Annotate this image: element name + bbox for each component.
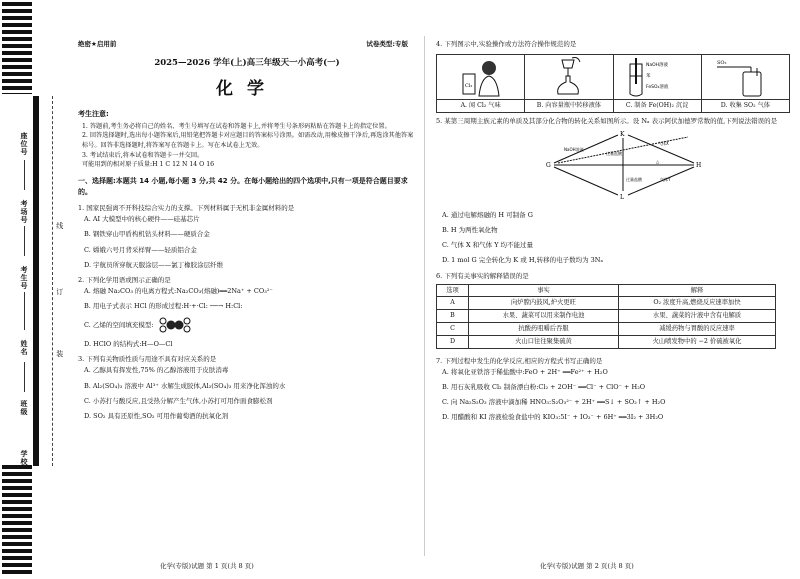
node-g: G <box>546 162 551 169</box>
label-name: 姓名 <box>20 340 28 356</box>
question-stem: 7. 下列过程中发生的化学反应,相应的方程式书写正确的是 <box>436 356 603 365</box>
seal-bind-char: 订 <box>55 288 64 295</box>
question-stem: 2. 下列化学用语或图示正确的是 <box>78 275 171 284</box>
cell: B <box>437 310 469 323</box>
option-b: B. 钢铁穿山甲盾构机钻头材料——硬质合金 <box>84 230 210 239</box>
label-student-number: 考生号 <box>20 266 28 290</box>
notice-heading: 考生注意: <box>78 110 109 118</box>
option-b: B. Al₂(SO₄)₃ 溶液中 Al³⁺ 水解生成胶体,Al₂(SO₄)₃ 用来净化浑浊的水 <box>84 381 286 390</box>
question-6 <box>436 272 790 349</box>
col-explanation: 解释 <box>619 284 776 297</box>
col-option: 选项 <box>437 284 469 297</box>
cell: O₂ 浓度升高,燃烧反应速率加快 <box>619 297 776 310</box>
node-h: H <box>696 162 702 169</box>
binding-stripes-bottom <box>2 465 32 577</box>
figure-c-caption: C. 制备 Fe(OH)₂ 沉淀 <box>614 99 701 112</box>
cell: 水果、蔬菜可以用来制作电池 <box>469 310 619 323</box>
node-k: K <box>620 131 625 138</box>
option-a: A. 熔融 Na₂CO₃ 的电离方程式:Na₂CO₃(熔融)══2Na⁺ + CO₃²⁻ <box>84 286 273 295</box>
binding-strip <box>0 0 72 579</box>
table-row <box>437 310 776 323</box>
option-a: A. 乙醇具有挥发性,75% 的乙醇溶液用于皮肤消毒 <box>84 366 229 375</box>
option-a: A. AI 大模型中的核心硬件——硅基芯片 <box>84 215 200 224</box>
col-fact: 事实 <box>469 284 619 297</box>
paper-type-label: 试卷类型:专版 <box>366 40 408 48</box>
binding-stripes-top <box>2 2 32 94</box>
label-exam-room: 考场号 <box>20 200 28 224</box>
option-d: D. HClO 的结构式:H—O—Cl <box>84 340 173 349</box>
figure-a-caption: A. 闻 Cl₂ 气味 <box>437 99 524 112</box>
notice-item: 2. 回答选择题时,选出每小题答案后,用铅笔把答题卡对应题目的答案标号涂黑。如需改动,用橡皮擦干净后,再选涂其他答案标号。回答非选择题时,将答案写在答题卡上。写在本试卷上无效。 <box>82 132 414 149</box>
benzene-label: 苯 <box>646 74 651 80</box>
option-c: C. 乙烯的空间填充模型: <box>84 321 154 330</box>
cell: 水果、蔬菜的汁液中含有电解质 <box>619 310 776 323</box>
q4-figure-row <box>436 54 790 113</box>
binding-thick-line <box>33 96 39 466</box>
question-2 <box>78 276 416 349</box>
notice-item: 3. 考试结束后,将本试卷和答题卡一并交回。 <box>82 151 204 159</box>
binding-dashed-line <box>52 96 53 466</box>
seal-line-char: 线 <box>55 222 64 229</box>
figure-a <box>437 55 525 112</box>
ethylene-model-icon <box>158 317 192 333</box>
question-stem: 5. 某第三周期主族元素的单质及其部分化合物的转化关系如图所示。设 Nₐ 表示阿伏加德罗常数的值,下列说法错误的是 <box>436 116 778 125</box>
table-row <box>437 297 776 310</box>
question-stem: 4. 下列图示中,实验操作或方法符合操作规范的是 <box>436 40 577 48</box>
page-divider <box>424 36 425 556</box>
question-1 <box>78 204 416 269</box>
atomic-mass-line: 可能用到的相对原子质量:H 1 C 12 N 14 O 16 <box>82 161 215 169</box>
option-b: B. H 为两性氧化物 <box>442 226 498 235</box>
section-heading: 一、选择题:本题共 14 小题,每小题 3 分,共 42 分。在每小题给出的四个选项中,只有一项是符合题目要求的。 <box>78 176 408 196</box>
q5-diagram <box>536 129 716 201</box>
option-c: C. 小苏打与酸反应,且受热分解产生气体,小苏打可用作面食膨松剂 <box>84 396 273 405</box>
figure-d-caption: D. 收集 SO₂ 气体 <box>702 99 789 112</box>
figure-b-caption: B. 向容量瓶中转移液体 <box>525 99 612 112</box>
question-5 <box>436 117 790 265</box>
page-2-footer: 化学(专版)试题 第 2 页(共 8 页) <box>540 562 634 570</box>
question-stem: 3. 下列有关物质性质与用途不具有对应关系的是 <box>78 355 217 364</box>
gas-bottle-icon <box>715 56 775 98</box>
edge-naoh: NaOH溶液 <box>564 147 584 152</box>
option-d: D. 用醋酸和 KI 溶液检验食盐中的 KIO₃:5I⁻ + IO₃⁻ + 6H⁺ ══3I₂ + 3H₂O <box>442 413 664 422</box>
option-b: B. 用电子式表示 HCl 的形成过程:H·+·Cl: ──→ H:Cl: <box>84 302 243 311</box>
exam-title: 2025—2026 学年(上)高三年级天一小高考(一) <box>154 58 340 69</box>
option-c-row <box>84 317 416 333</box>
notice-block <box>78 110 416 170</box>
cell: D <box>437 336 469 349</box>
node-l: L <box>620 194 624 201</box>
question-stem: 6. 下列有关事实的解释错误的是 <box>436 271 529 280</box>
question-stem: 1. 国家民强离不开科技综合实力的支撑。下列材料属于无机非金属材料的是 <box>78 204 295 213</box>
cell: 火山喷发物中的 −2 价硫被氧化 <box>619 336 776 349</box>
option-a: A. 将氧化亚铁溶于稀盐酸中:FeO + 2H⁺ ══Fe²⁺ + H₂O <box>442 368 608 377</box>
table-row <box>437 323 776 336</box>
cell: 火山口往往聚集硫黄 <box>469 336 619 349</box>
edge-gas-x: 气体X <box>658 141 669 146</box>
option-b: B. 用石灰乳吸收 Cl₂ 制备漂白粉:Cl₂ + 2OH⁻ ══Cl⁻ + ClO⁻ + H₂O <box>442 383 646 392</box>
fill-line-1 <box>24 160 25 190</box>
test-tube-icon <box>614 56 700 98</box>
subject-title: 化学 <box>216 78 278 99</box>
cl2-label: Cl₂ <box>464 83 473 90</box>
edge-heat: △ <box>656 159 660 164</box>
volumetric-flask-icon <box>544 56 594 98</box>
table-row <box>437 336 776 349</box>
page-header <box>78 40 408 48</box>
cell: 向炉膛内鼓风,炉火更旺 <box>469 297 619 310</box>
page-2 <box>436 40 790 429</box>
fill-line-4 <box>24 362 25 392</box>
option-d: D. SO₂ 具有还原性,SO₂ 可用作葡萄酒的抗氧化剂 <box>84 411 229 420</box>
cell: A <box>437 297 469 310</box>
edge-hcl-2: 过量盐酸 <box>626 177 642 182</box>
figure-b <box>525 55 613 112</box>
cell: C <box>437 323 469 336</box>
figure-c <box>614 55 702 112</box>
edge-hcl-1: 过量盐酸 <box>606 151 622 156</box>
q6-table <box>436 284 776 349</box>
smell-gas-icon <box>451 56 511 98</box>
fill-line-3 <box>24 292 25 330</box>
cell: 抗酸药咀嚼后吞服 <box>469 323 619 336</box>
option-c: C. 向 Na₂S₂O₃ 溶液中滴加稀 HNO₃:S₂O₃²⁻ + 2H⁺ ══S↓ + SO₂↑ + H₂O <box>442 398 666 407</box>
notice-item: 1. 答题前,考生务必将自己的姓名、考生号填写在试卷和答题卡上,并将考生号条形码粘贴在答题卡上的指定位置。 <box>82 122 391 130</box>
option-c: C. 气体 X 和气体 Y 均不能过量 <box>442 241 534 250</box>
option-d: D. 宇航员所穿航天服涂层——氯丁橡胶涂层纤维 <box>84 260 224 269</box>
page-1 <box>78 40 416 427</box>
figure-d <box>702 55 789 112</box>
label-school: 学校 <box>20 450 28 466</box>
option-d: D. 1 mol G 完全转化为 K 或 H,转移的电子数均为 3Nₐ <box>442 256 603 265</box>
question-7 <box>436 357 790 422</box>
label-seat-number: 座位号 <box>20 132 28 156</box>
page-1-footer: 化学(专版)试题 第 1 页(共 8 页) <box>160 562 254 570</box>
option-a: A. 通过电解熔融的 H 可制备 G <box>442 211 533 219</box>
option-c: C. 嫦娥六号月背采样臂——轻质铝合金 <box>84 245 197 254</box>
cell: 减缓药物与胃酸的反应速率 <box>619 323 776 336</box>
edge-gas-y: 气体Y <box>660 177 671 182</box>
table-header-row <box>437 284 776 297</box>
seal-pack-char: 装 <box>55 350 64 357</box>
fill-line-2 <box>24 226 25 256</box>
feso4-label: FeSO₄溶液 <box>646 85 669 91</box>
naoh-label: NaOH溶液 <box>646 63 669 69</box>
question-3 <box>78 355 416 420</box>
confidential-label: 绝密★启用前 <box>78 40 117 48</box>
so2-label: SO₂ <box>717 60 727 67</box>
transformation-diagram <box>536 129 716 201</box>
label-class: 班级 <box>20 400 28 416</box>
question-4 <box>436 40 790 113</box>
